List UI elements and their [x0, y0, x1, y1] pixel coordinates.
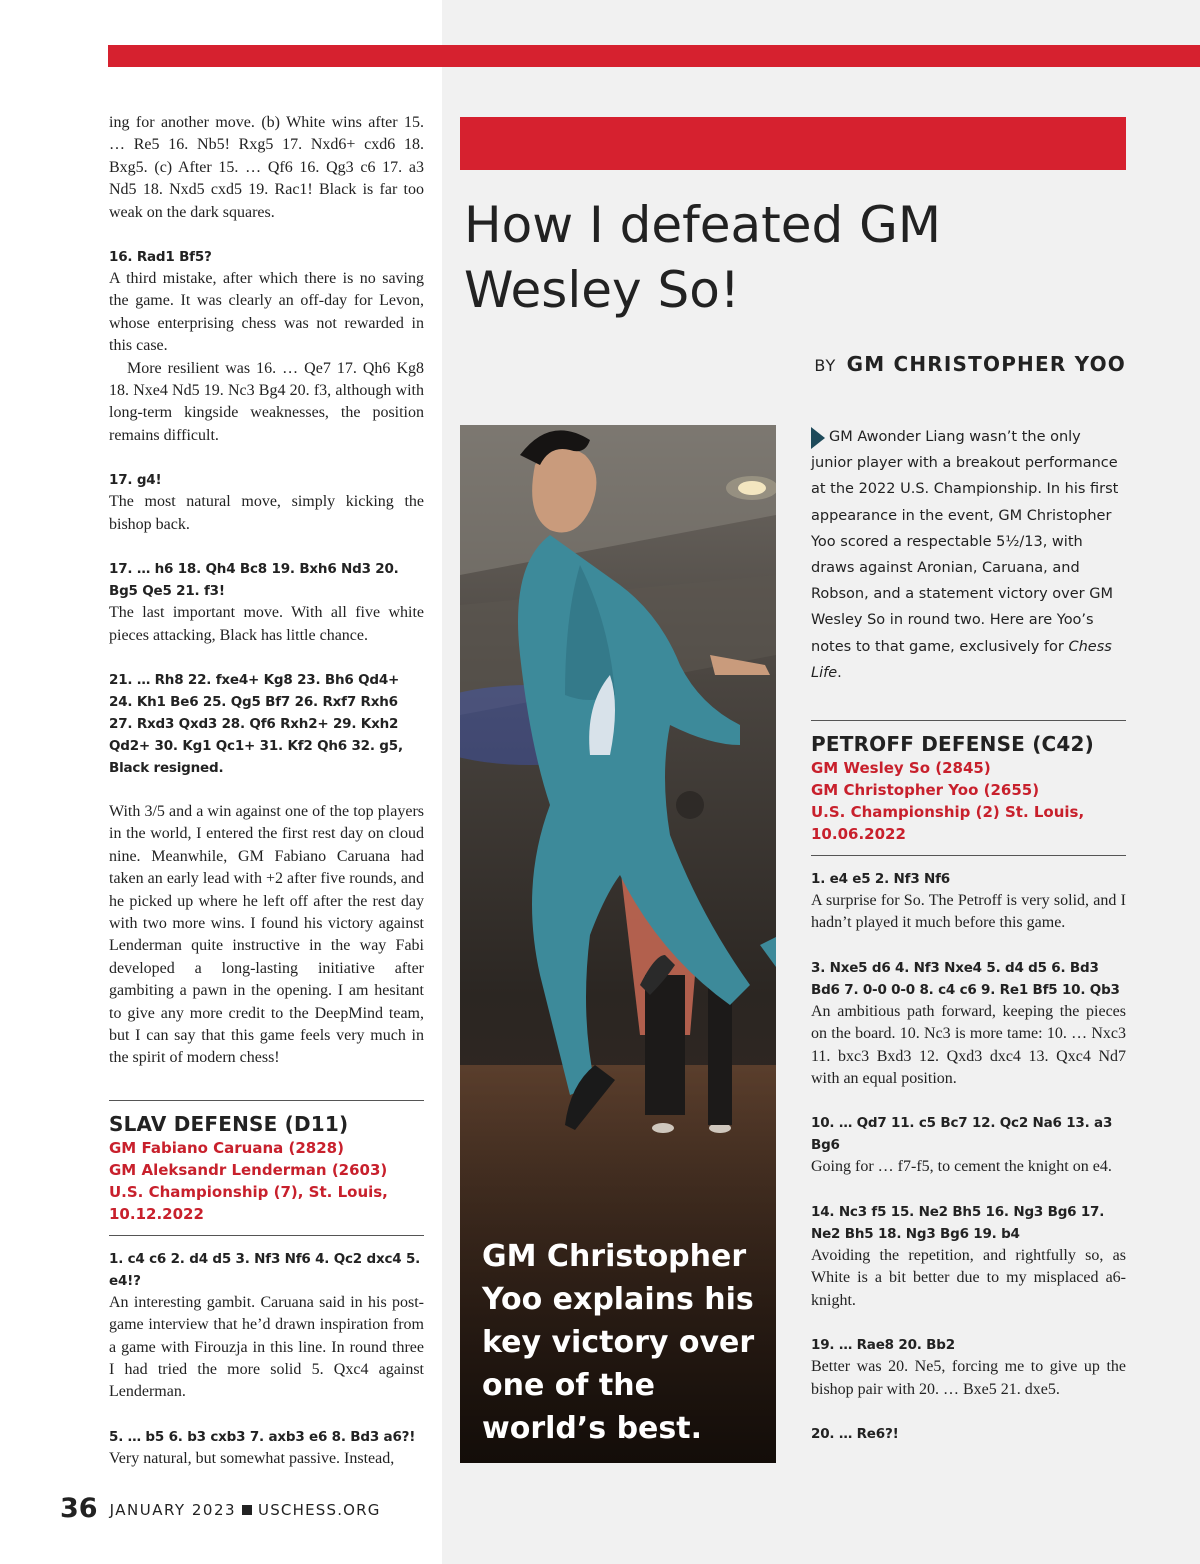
issue-date: JANUARY 2023 — [109, 1501, 237, 1519]
game-white-player: GM Wesley So (2845) — [811, 759, 991, 778]
move-line: 3. Nxe5 d6 4. Nf3 Nxe4 5. d4 d5 6. Bd3 Bd6 7. 0-0 0-0 8. c4 c6 9. Re1 Bf5 10. Qb3 — [811, 959, 1120, 998]
body-paragraph: An ambitious path forward, keeping the pieces on the board. 10. Nc3 is more tame: 10. … Nxc3 11. bxc3 Bxd3 12. Qxd3 dxc4 13. Qxc4 Nd7 with an equal position. — [811, 1002, 1126, 1088]
triangle-marker-icon — [811, 427, 825, 449]
body-paragraph: Going for … f7-f5, to cement the knight on e4. — [811, 1158, 1112, 1176]
article-photo — [460, 425, 776, 1463]
game-event: U.S. Championship (7), St. Louis, — [109, 1182, 388, 1201]
body-paragraph: A third mistake, after which there is no saving the game. It was clearly an off-day for Levon, whose enterprising chess was not rewarded in this case. — [109, 270, 424, 355]
byline-prefix: BY — [814, 356, 837, 375]
left-column — [109, 112, 424, 1470]
game-white-player: GM Fabiano Caruana (2828) — [109, 1138, 344, 1157]
magazine-name: Chess Life — [811, 638, 1112, 681]
intro-paragraph — [811, 424, 1126, 686]
body-paragraph: More resilient was 16. … Qe7 17. Qh6 Kg8 18. Nxe4 Nd5 19. Nc3 Bg4 20. f3, although with long-term kingside weaknesses, the position remains difficult. — [109, 359, 424, 444]
author-name: GM CHRISTOPHER YOO — [846, 352, 1126, 376]
game-date: 10.06.2022 — [811, 825, 906, 844]
move-line: 17. … h6 18. Qh4 Bc8 19. Bxh6 Nd3 20. Bg5 Qe5 21. f3! — [109, 561, 399, 600]
move-line: 16. Rad1 Bf5? — [109, 249, 212, 266]
page-number: 36 — [60, 1493, 98, 1524]
byline — [600, 352, 1126, 376]
site-url: USCHESS.ORG — [258, 1501, 381, 1519]
move-line: 19. … Rae8 20. Bb2 — [811, 1337, 955, 1354]
article-headline — [464, 193, 1144, 323]
move-line: 1. e4 e5 2. Nf3 Nf6 — [811, 871, 950, 888]
body-paragraph: ing for another move. (b) White wins after 15. … Re5 16. Nb5! Rxg5 17. Nxd6+ cxd6 18. Bxg5. (c) After 15. … Qf6 16. Qg3 c6 17. a3 Nd5 18. Nxd5 cxd5 19. Rac1! Black is far too weak on the dark squares. — [109, 114, 424, 221]
page-footer — [60, 1493, 381, 1524]
body-paragraph: An interesting gambit. Caruana said in his post-game interview that he’d drawn inspiration from a game with Firouzja in this line. In round three I had tried the more solid 5. Qxc4 against Lenderman. — [109, 1293, 424, 1401]
game-title: SLAV DEFENSE (D11) — [109, 1111, 349, 1136]
square-separator-icon — [242, 1505, 252, 1515]
top-accent-bar — [108, 45, 1200, 67]
body-paragraph: Better was 20. Ne5, forcing me to give up the bishop pair with 20. … Bxe5 21. dxe5. — [811, 1358, 1126, 1398]
game-date: 10.12.2022 — [109, 1204, 204, 1223]
body-paragraph: The last important move. With all five white pieces attacking, Black has little chance. — [109, 604, 424, 644]
headline-line: How I defeated GM — [464, 196, 942, 254]
headline-line: Wesley So! — [464, 261, 740, 319]
move-line: 21. … Rh8 22. fxe4+ Kg8 23. Bh6 Qd4+ 24. Kh1 Be6 25. Qg5 Bf7 26. Rxf7 Rxh6 27. Rxd3 Qxd3 28. Qf6 Rxh2+ 29. Kxh2 Qd2+ 30. Kg1 Qc1+ 31. Kf2 Qh6 32. g5, Black resigned. — [109, 671, 403, 776]
right-column — [811, 424, 1126, 1445]
photo-caption: GM Christopher Yoo explains his key victory over one of the world’s best. — [482, 1239, 755, 1446]
headline-accent-block — [460, 117, 1126, 170]
body-paragraph: The most natural move, simply kicking the bishop back. — [109, 493, 424, 533]
move-line: 10. … Qd7 11. c5 Bc7 12. Qc2 Na6 13. a3 Bg6 — [811, 1115, 1113, 1154]
game-title: PETROFF DEFENSE (C42) — [811, 732, 1094, 757]
body-paragraph: With 3/5 and a win against one of the top players in the world, I entered the first rest day on cloud nine. Meanwhile, GM Fabiano Caruana had taken an early lead with +2 after five rounds, and he picked up where he left off after the rest day with two more wins. I found his victory against Lenderman quite instructive in the way Fabi developed a long-lasting initiative after gambiting a pawn in the opening. I am hesitant to give any more credit to the DeepMind team, but I can say that this game feels very much in the spirit of modern chess! — [109, 802, 424, 1067]
game-black-player: GM Christopher Yoo (2655) — [811, 781, 1040, 800]
move-line: 1. c4 c6 2. d4 d5 3. Nf3 Nf6 4. Qc2 dxc4 5. e4!? — [109, 1250, 421, 1289]
game-event: U.S. Championship (2) St. Louis, — [811, 803, 1085, 822]
move-line: 20. … Re6?! — [811, 1425, 899, 1442]
move-line: 17. g4! — [109, 472, 162, 489]
body-paragraph: A surprise for So. The Petroff is very solid, and I hadn’t played it much before this game. — [811, 892, 1126, 932]
body-paragraph: Very natural, but somewhat passive. Instead, — [109, 1449, 395, 1467]
intro-text: GM Awonder Liang wasn’t the only junior player with a breakout performance at the 2022 U.S. Championship. In his first appearance in the event, GM Christopher Yoo scored a respectable 5½/13, with draws against Aronian, Caruana, and Robson, and a statement victory over GM Wesley So in round two. Here are Yoo’s notes to that game, exclusively for — [811, 429, 1119, 655]
move-line: 5. … b5 6. b3 cxb3 7. axb3 e6 8. Bd3 a6?! — [109, 1428, 416, 1445]
intro-end: . — [837, 664, 842, 681]
body-paragraph: Avoiding the repetition, and rightfully so, as White is a bit better due to my misplaced a6-knight. — [811, 1246, 1126, 1309]
game-black-player: GM Aleksandr Lenderman (2603) — [109, 1160, 388, 1179]
move-line: 14. Nc3 f5 15. Ne2 Bh5 16. Ng3 Bg6 17. Ne2 Bh5 18. Ng3 Bg6 19. b4 — [811, 1203, 1105, 1242]
